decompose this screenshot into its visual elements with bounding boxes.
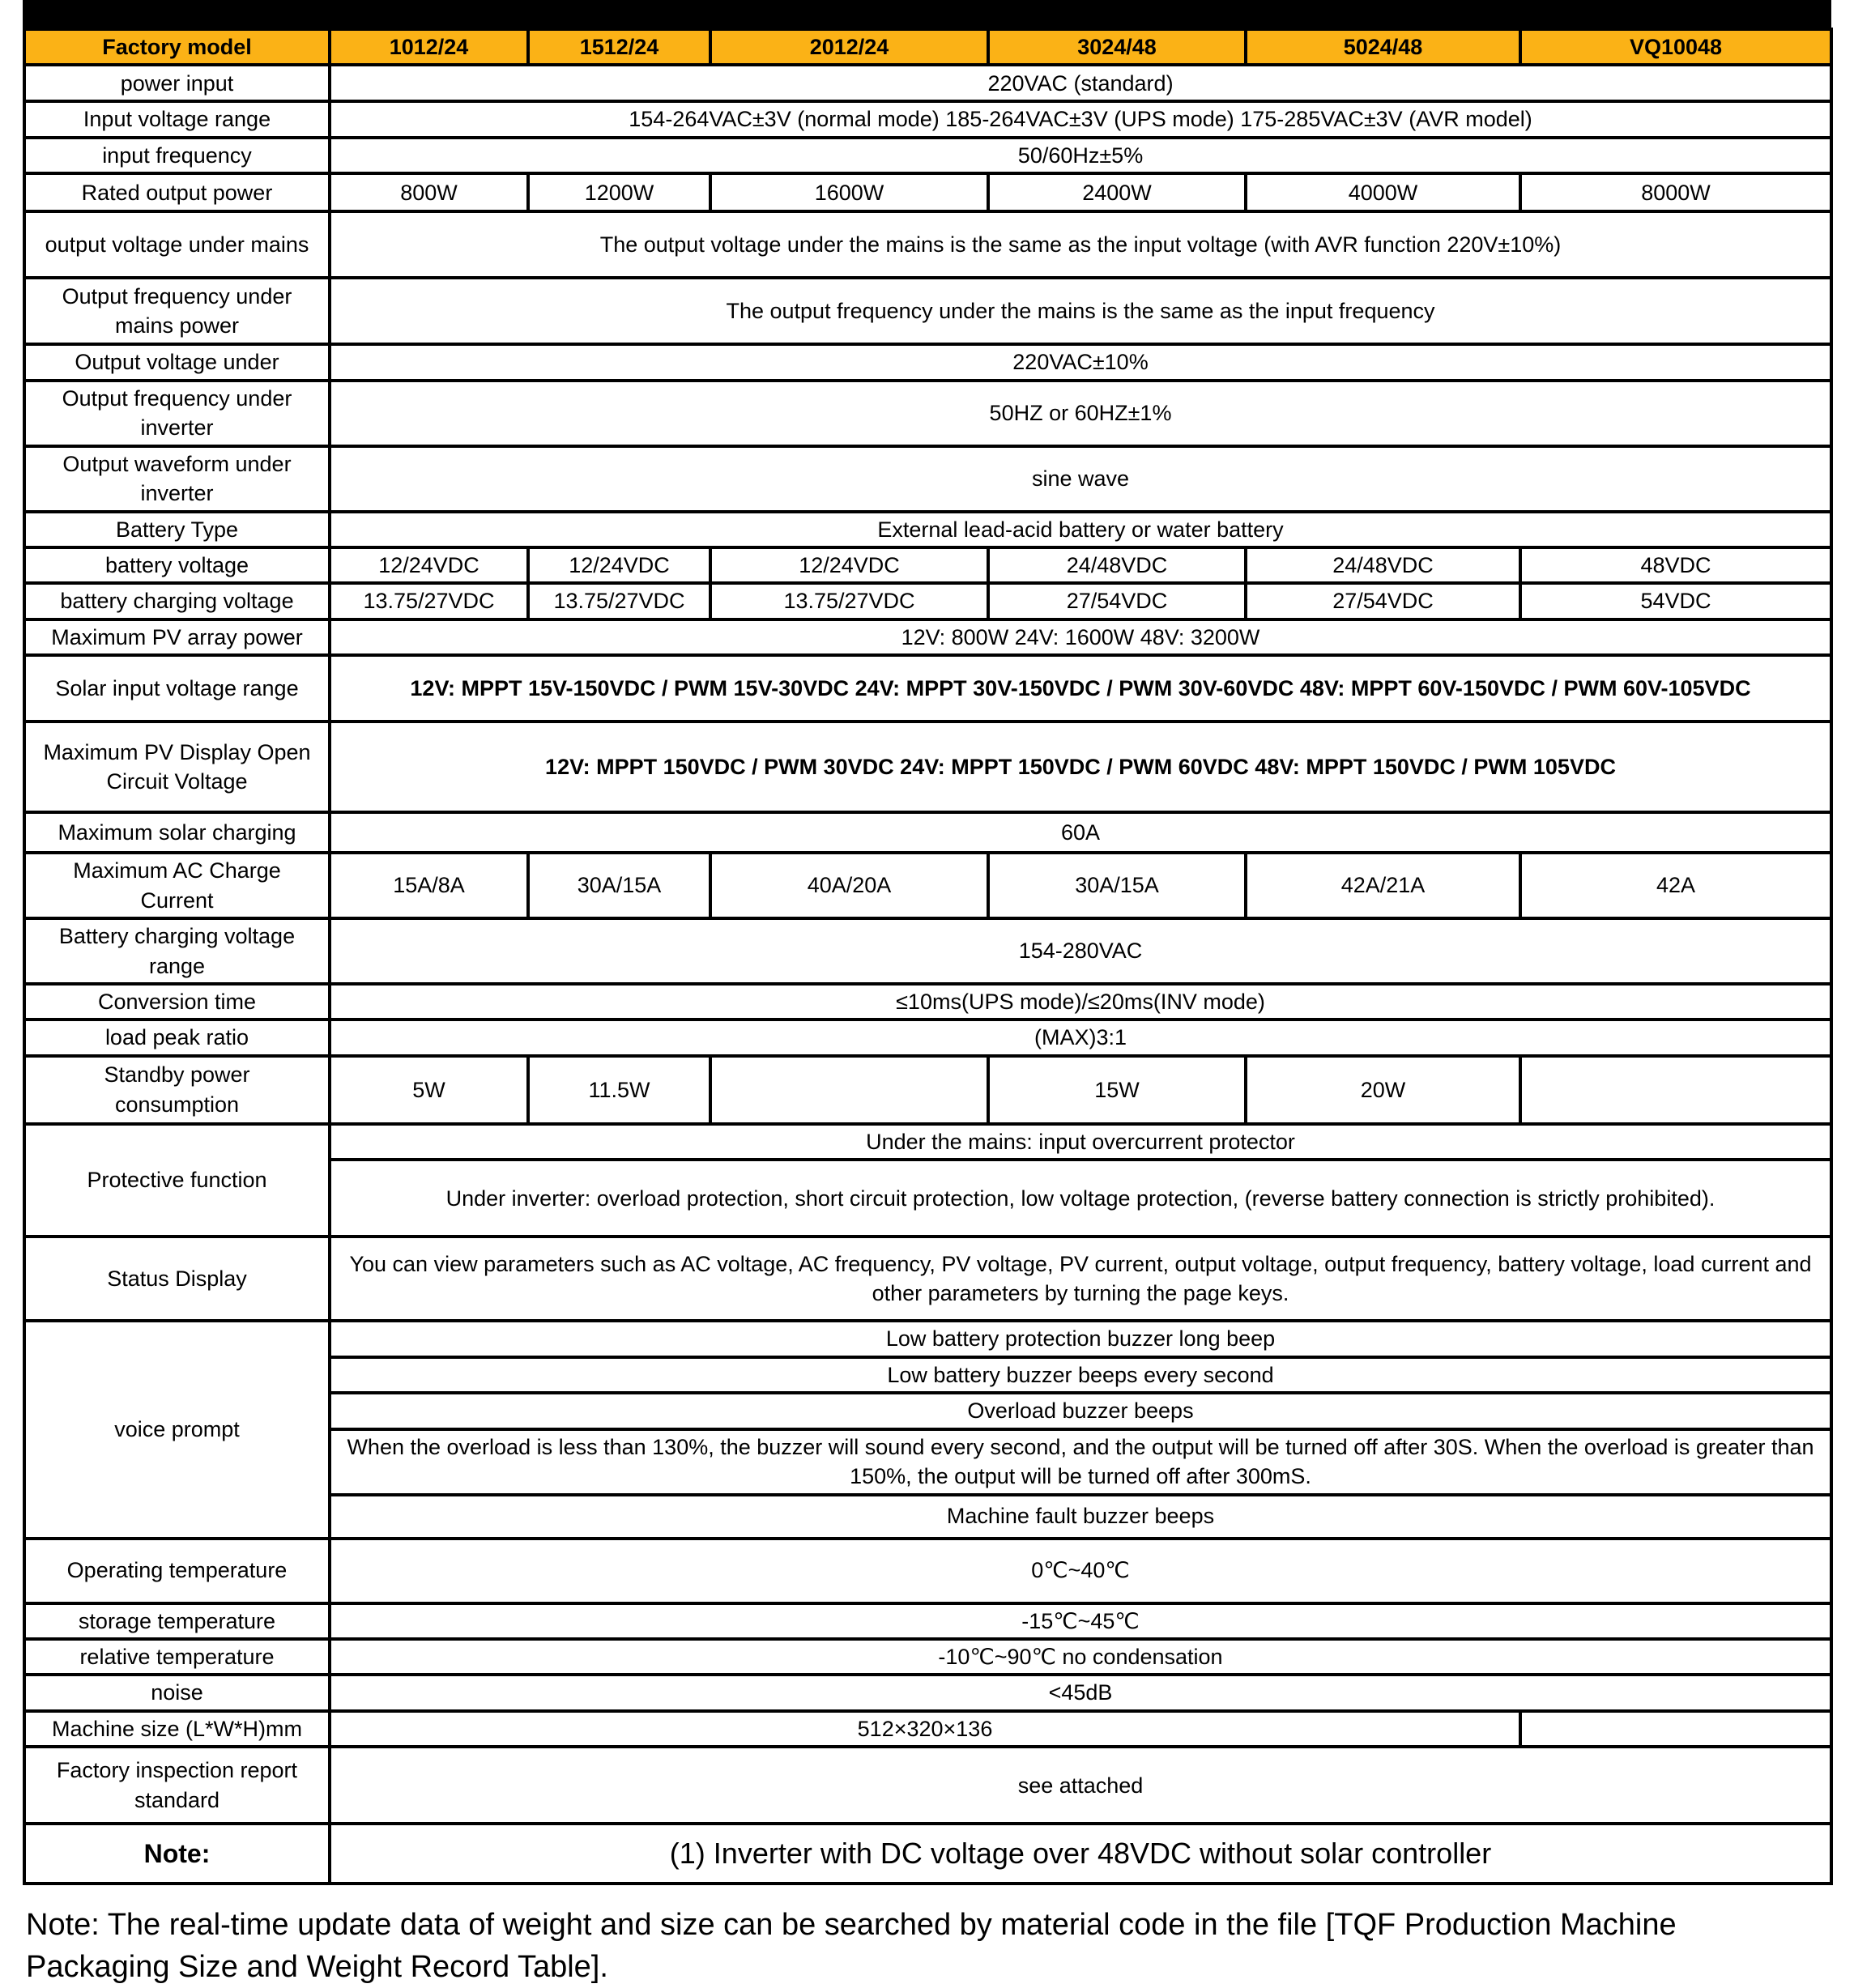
row-maximum-pv-array-power: [24, 619, 1831, 655]
cell-value: 8000W: [1520, 173, 1831, 211]
row-voice-prompt-1: [24, 1321, 1831, 1356]
row-value: You can view parameters such as AC voltage, AC frequency, PV voltage, PV current, output voltage, output frequency, battery voltage, load current and other parameters by turning the page keys.: [330, 1237, 1831, 1321]
header-model-1: 1512/24: [528, 29, 710, 65]
cell-value: 24/48VDC: [988, 547, 1246, 583]
cell-value: 4000W: [1246, 173, 1520, 211]
cell-value: 5W: [330, 1056, 528, 1124]
cell-value: 13.75/27VDC: [330, 583, 528, 619]
cell-value: 30A/15A: [528, 853, 710, 918]
row-label: Battery charging voltage range: [24, 918, 330, 984]
row-value: Low battery protection buzzer long beep: [330, 1321, 1831, 1356]
cell-value: 13.75/27VDC: [528, 583, 710, 619]
row-label: battery voltage: [24, 547, 330, 583]
row-value: Low battery buzzer beeps every second: [330, 1357, 1831, 1393]
row-output-frequency-under-mains: [24, 278, 1831, 344]
header-model-2: 2012/24: [710, 29, 988, 65]
row-protective-function-1: [24, 1124, 1831, 1160]
row-label: Battery Type: [24, 512, 330, 547]
row-label: Factory inspection report standard: [24, 1747, 330, 1824]
cell-value: 13.75/27VDC: [710, 583, 988, 619]
footer-note: Note: The real-time update data of weight and size can be searched by material code in the file [TQF Production Machine Packaging Size and Weight Record Table].: [26, 1908, 1677, 1984]
row-maximum-solar-charging: [24, 812, 1831, 853]
cell-value: 42A: [1520, 853, 1831, 918]
row-power-input: [24, 65, 1831, 101]
row-label: Output voltage under: [24, 344, 330, 380]
header-row: [24, 29, 1831, 65]
row-label: Protective function: [24, 1124, 330, 1237]
row-value: Machine fault buzzer beeps: [330, 1495, 1831, 1539]
row-output-voltage-under-inverter: [24, 344, 1831, 380]
cell-value: 40A/20A: [710, 853, 988, 918]
cell-value: 27/54VDC: [1246, 583, 1520, 619]
row-value: -10℃~90℃ no condensation: [330, 1639, 1831, 1675]
cell-value-empty: [710, 1056, 988, 1124]
row-value: (MAX)3:1: [330, 1020, 1831, 1055]
cell-value: 800W: [330, 173, 528, 211]
row-value: 12V: 800W 24V: 1600W 48V: 3200W: [330, 619, 1831, 655]
cell-value: 2400W: [988, 173, 1246, 211]
row-label: storage temperature: [24, 1603, 330, 1639]
row-value: Under the mains: input overcurrent protector: [330, 1124, 1831, 1160]
row-label: power input: [24, 65, 330, 101]
cell-value: 12/24VDC: [528, 547, 710, 583]
header-factory-model: Factory model: [24, 29, 330, 65]
cell-value: 30A/15A: [988, 853, 1246, 918]
row-label: Output waveform under inverter: [24, 446, 330, 512]
row-label: Standby power consumption: [24, 1056, 330, 1124]
row-conversion-time: [24, 984, 1831, 1020]
row-label: Maximum AC Charge Current: [24, 853, 330, 918]
row-value: sine wave: [330, 446, 1831, 512]
row-battery-type: [24, 512, 1831, 547]
row-output-waveform-under-inverter: [24, 446, 1831, 512]
row-value: ≤10ms(UPS mode)/≤20ms(INV mode): [330, 984, 1831, 1020]
cell-value: 15W: [988, 1056, 1246, 1124]
row-label: Output frequency under mains power: [24, 278, 330, 344]
row-value: see attached: [330, 1747, 1831, 1824]
cell-value: 1200W: [528, 173, 710, 211]
row-solar-input-voltage-range: [24, 655, 1831, 722]
row-value: 50/60Hz±5%: [330, 138, 1831, 173]
row-value: Overload buzzer beeps: [330, 1393, 1831, 1428]
row-load-peak-ratio: [24, 1020, 1831, 1055]
row-battery-charging-voltage-range: [24, 918, 1831, 984]
row-label: load peak ratio: [24, 1020, 330, 1055]
row-storage-temperature: [24, 1603, 1831, 1639]
row-label: Operating temperature: [24, 1539, 330, 1603]
row-factory-inspection: [24, 1747, 1831, 1824]
row-value: 50HZ or 60HZ±1%: [330, 381, 1831, 446]
cell-value: 20W: [1246, 1056, 1520, 1124]
row-value: <45dB: [330, 1675, 1831, 1710]
row-value: 12V: MPPT 150VDC / PWM 30VDC 24V: MPPT 150VDC / PWM 60VDC 48V: MPPT 150VDC / PWM 105VDC: [330, 722, 1831, 812]
row-value: 60A: [330, 812, 1831, 853]
row-value: 0℃~40℃: [330, 1539, 1831, 1603]
row-label: battery charging voltage: [24, 583, 330, 619]
row-value: The output frequency under the mains is the same as the input frequency: [330, 278, 1831, 344]
row-label: voice prompt: [24, 1321, 330, 1538]
row-value: 154-264VAC±3V (normal mode) 185-264VAC±3V (UPS mode) 175-285VAC±3V (AVR model): [330, 101, 1831, 137]
row-value: External lead-acid battery or water battery: [330, 512, 1831, 547]
cell-value: 12/24VDC: [330, 547, 528, 583]
row-value: 154-280VAC: [330, 918, 1831, 984]
row-value: Under inverter: overload protection, short circuit protection, low voltage protection, (reverse battery connection is strictly prohibited).: [330, 1160, 1831, 1237]
row-label: Output frequency under inverter: [24, 381, 330, 446]
row-battery-voltage: [24, 547, 1831, 583]
row-label: relative temperature: [24, 1639, 330, 1675]
header-model-3: 3024/48: [988, 29, 1246, 65]
header-model-5: VQ10048: [1520, 29, 1831, 65]
row-input-frequency: [24, 138, 1831, 173]
row-value: 220VAC (standard): [330, 65, 1831, 101]
row-rated-output-power: [24, 173, 1831, 211]
row-label: noise: [24, 1675, 330, 1710]
row-label: Maximum PV array power: [24, 619, 330, 655]
cell-value-empty: [1520, 1711, 1831, 1747]
row-label: Conversion time: [24, 984, 330, 1020]
row-value: The output voltage under the mains is the same as the input voltage (with AVR function 220V±10%): [330, 211, 1831, 278]
row-noise: [24, 1675, 1831, 1710]
row-label: output voltage under mains: [24, 211, 330, 278]
cell-value: 42A/21A: [1246, 853, 1520, 918]
cell-value: 27/54VDC: [988, 583, 1246, 619]
row-machine-size: [24, 1711, 1831, 1747]
row-label: input frequency: [24, 138, 330, 173]
row-label: Note:: [24, 1824, 330, 1884]
cell-value: 48VDC: [1520, 547, 1831, 583]
row-label: Machine size (L*W*H)mm: [24, 1711, 330, 1747]
row-value: (1) Inverter with DC voltage over 48VDC without solar controller: [330, 1824, 1831, 1884]
row-value: 220VAC±10%: [330, 344, 1831, 380]
inverter-spec-table: [23, 28, 1833, 1885]
row-label: Maximum PV Display Open Circuit Voltage: [24, 722, 330, 812]
row-status-display: [24, 1237, 1831, 1321]
row-battery-charging-voltage: [24, 583, 1831, 619]
row-note: [24, 1824, 1831, 1884]
row-operating-temperature: [24, 1539, 1831, 1603]
cell-value: 15A/8A: [330, 853, 528, 918]
row-input-voltage-range: [24, 101, 1831, 137]
row-output-voltage-under-mains: [24, 211, 1831, 278]
cell-value: 54VDC: [1520, 583, 1831, 619]
row-label: Maximum solar charging: [24, 812, 330, 853]
table-top-bar: [23, 0, 1831, 28]
row-label: Rated output power: [24, 173, 330, 211]
row-value: 512×320×136: [330, 1711, 1520, 1747]
cell-value: 12/24VDC: [710, 547, 988, 583]
row-value: When the overload is less than 130%, the buzzer will sound every second, and the output will be turned off after 30S. When the overload is greater than 150%, the output will be turned off after 300mS.: [330, 1429, 1831, 1495]
row-label: Input voltage range: [24, 101, 330, 137]
row-label: Status Display: [24, 1237, 330, 1321]
header-model-0: 1012/24: [330, 29, 528, 65]
row-label: Solar input voltage range: [24, 655, 330, 722]
header-model-4: 5024/48: [1246, 29, 1520, 65]
row-maximum-pv-open-circuit: [24, 722, 1831, 812]
cell-value: 24/48VDC: [1246, 547, 1520, 583]
row-relative-temperature: [24, 1639, 1831, 1675]
row-output-frequency-under-inverter: [24, 381, 1831, 446]
row-standby-power: [24, 1056, 1831, 1124]
row-maximum-ac-charge-current: [24, 853, 1831, 918]
cell-value: 11.5W: [528, 1056, 710, 1124]
row-value: -15℃~45℃: [330, 1603, 1831, 1639]
cell-value: 1600W: [710, 173, 988, 211]
cell-value-empty: [1520, 1056, 1831, 1124]
row-value: 12V: MPPT 15V-150VDC / PWM 15V-30VDC 24V: MPPT 30V-150VDC / PWM 30V-60VDC 48V: MPPT 60V-150VDC / PWM 60V-105VDC: [330, 655, 1831, 722]
